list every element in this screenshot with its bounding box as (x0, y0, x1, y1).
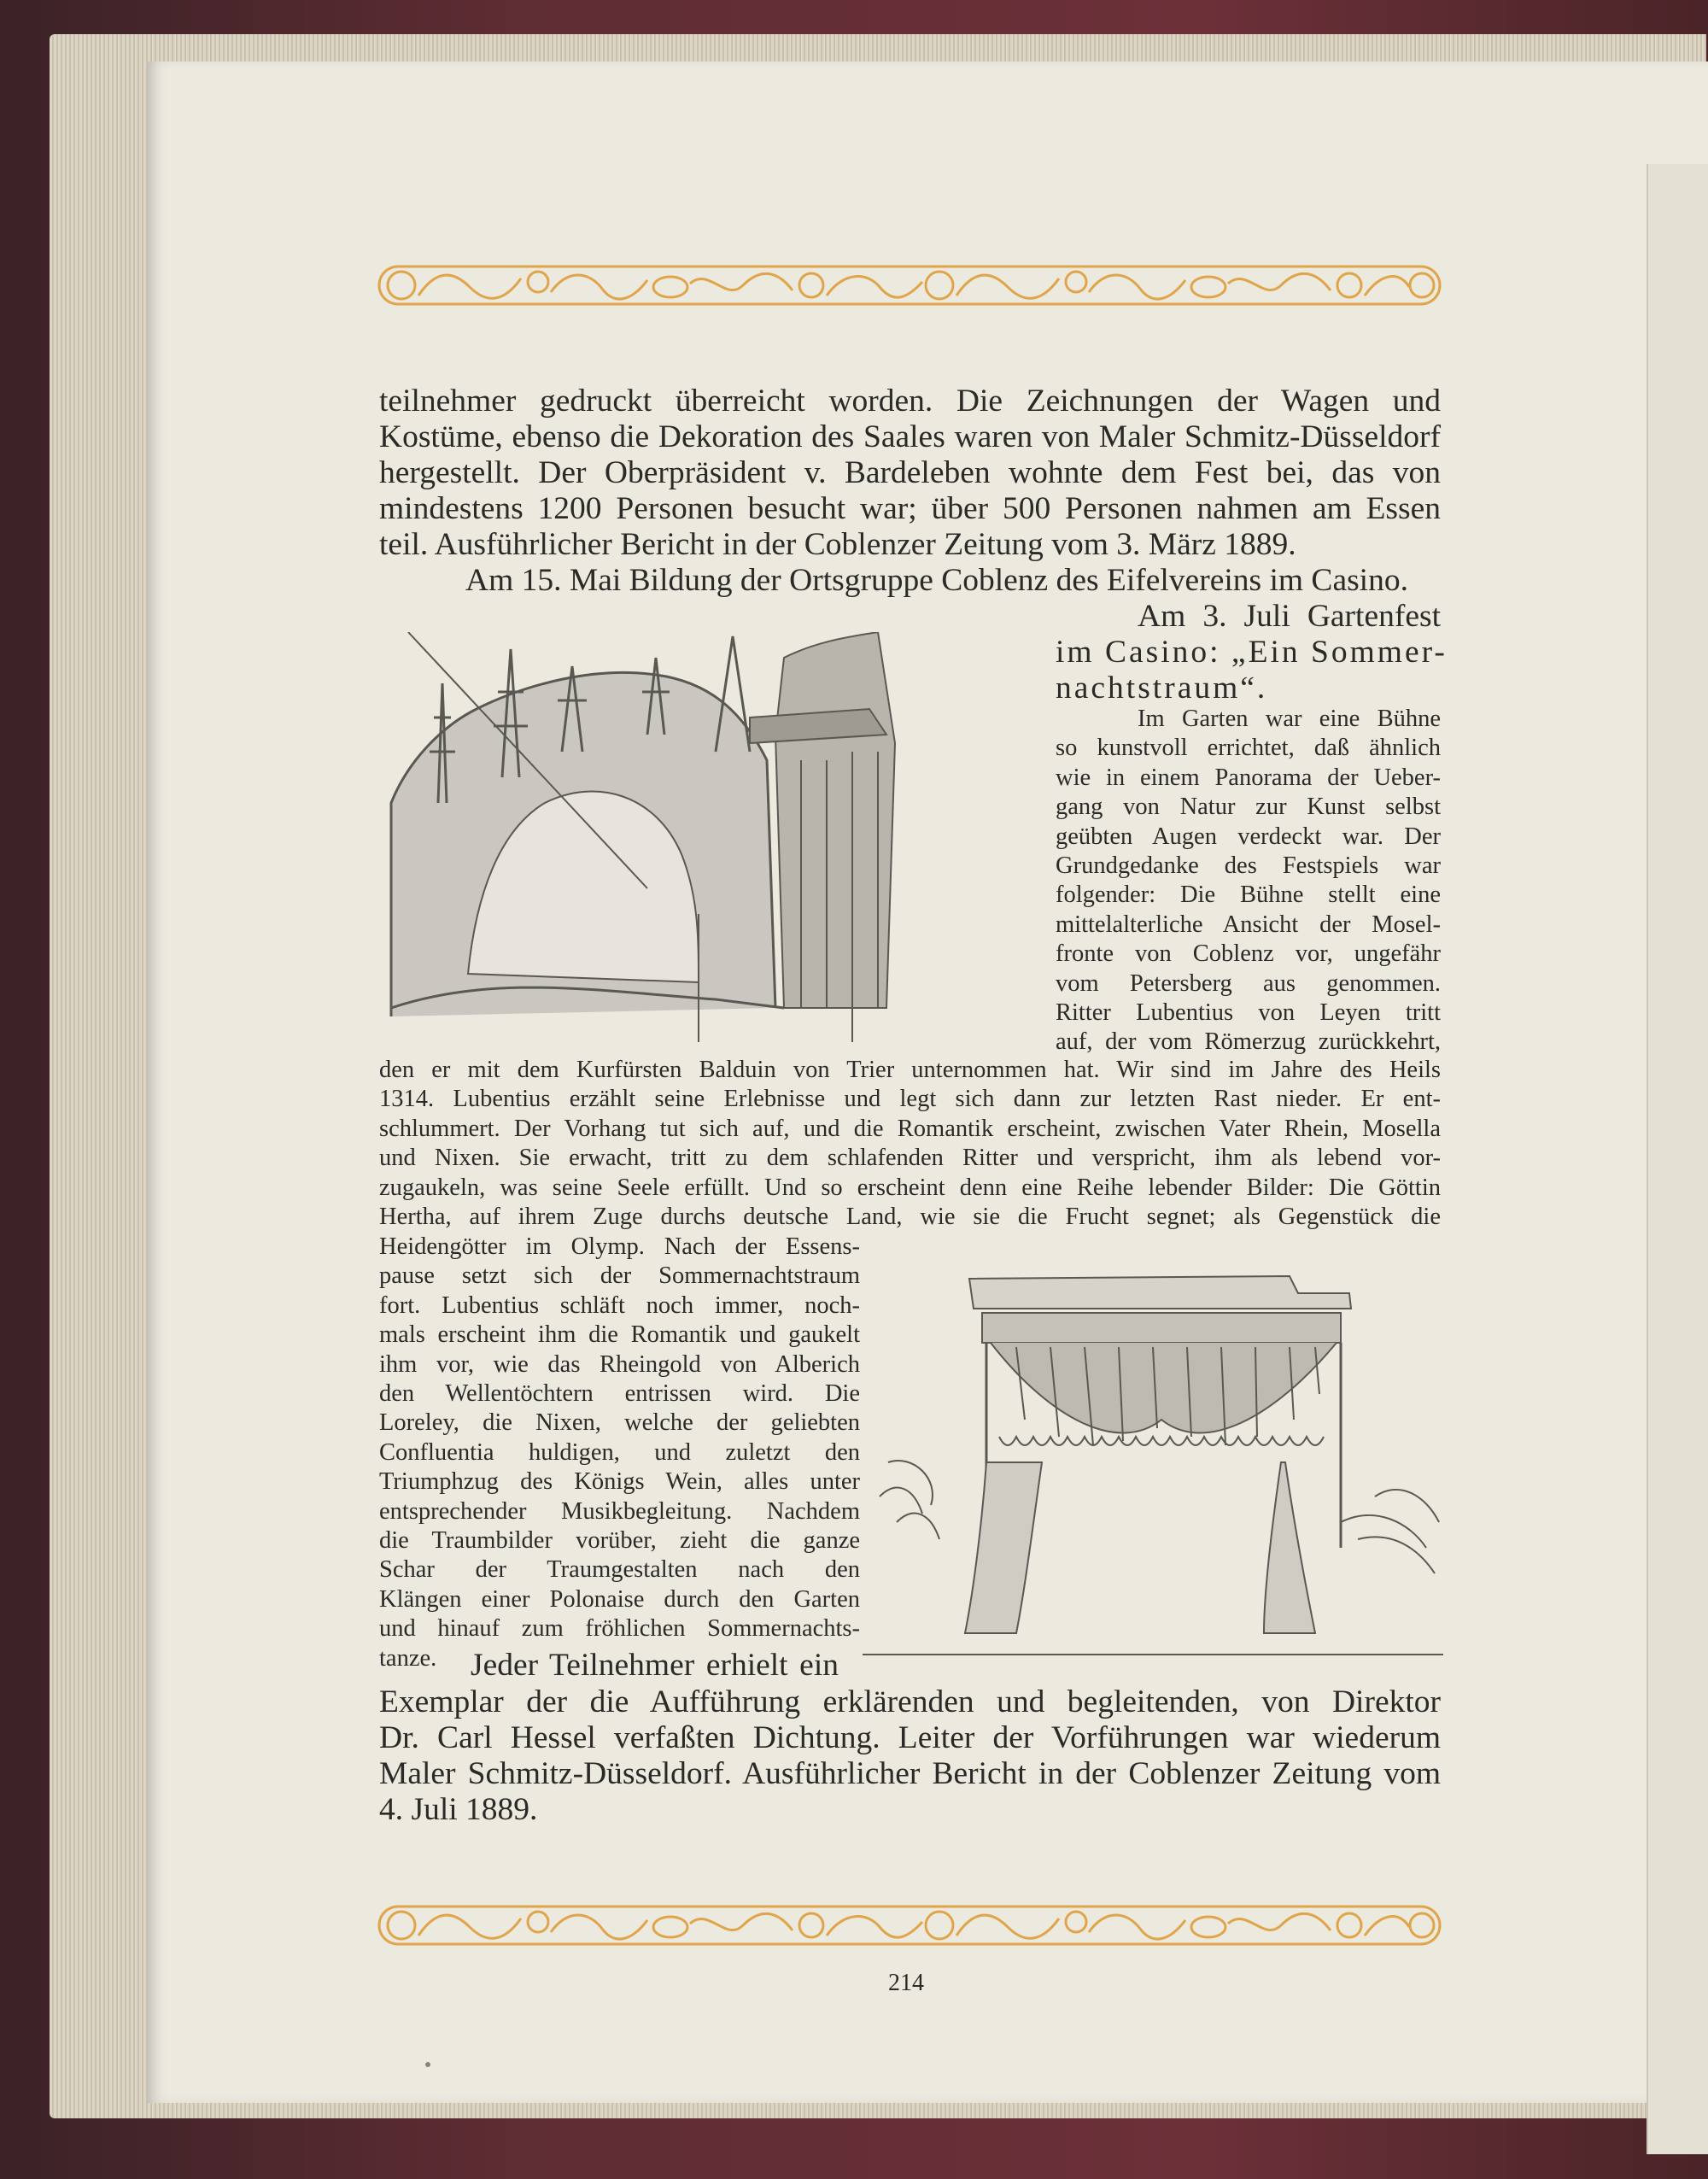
paper-speck (425, 2062, 430, 2067)
text-line: und Nixen. Sie erwacht, tritt zu dem schlafenden Ritter und verspricht, ihm als lebend vor- (379, 1145, 1441, 1172)
next-page-strip (1647, 164, 1708, 2154)
paragraph-may (465, 563, 1441, 599)
text-line: vom Petersberg aus genommen. (1056, 969, 1441, 997)
page-number: 214 (888, 1970, 924, 1996)
bottom-ornament-border (376, 1901, 1443, 1949)
paragraph-festspiel-left-column (379, 1233, 860, 1673)
ornament-vine-top (376, 261, 1443, 309)
text-line: Im Garten war eine Bühne (1138, 706, 1441, 732)
text-line: Am 3. Juli Gartenfest (1138, 599, 1441, 634)
text-line: teil. Ausführlicher Bericht in der Coblenzer Zeitung vom 3. März 1889. (379, 527, 1296, 562)
curtain-drawing (863, 1266, 1443, 1662)
text-line: geübten Augen verdeckt war. Der (1056, 823, 1441, 850)
text-line: entsprechender Musikbegleitung. Nachdem (379, 1497, 860, 1525)
text-line: gang von Natur zur Kunst selbst (1056, 794, 1441, 821)
text-line: teilnehmer gedruckt überreicht worden. Die Zeichnungen der Wagen und (379, 384, 1441, 419)
text-line: schlummert. Der Vorhang tut sich auf, und die Romantik erscheint, zwischen Vater Rhein, Mosella (379, 1115, 1441, 1142)
text-line: mindestens 1200 Personen besucht war; über 500 Personen nahmen am Essen (379, 491, 1441, 526)
text-line: auf, der vom Römerzug zurückkehrt, (1056, 1028, 1441, 1056)
text-line: fronte von Coblenz vor, ungefähr (1056, 940, 1441, 968)
text-line: mals erscheint ihm die Romantik und gaukelt (379, 1321, 860, 1349)
text-line: Kostüme, ebenso die Dekoration des Saales waren von Maler Schmitz-Düsseldorf (379, 419, 1441, 454)
text-line: Am 15. Mai Bildung der Ortsgruppe Coblenz des Eifelvereins im Casino. (465, 563, 1408, 598)
stage-curtain-illustration (863, 1266, 1443, 1662)
paragraph-continuation (379, 384, 1441, 563)
text-line: zugaukeln, was seine Seele erfüllt. Und so erscheint denn eine Reihe lebender Bilder: Die Göttin (379, 1174, 1441, 1201)
ornament-vine-bottom (376, 1901, 1443, 1949)
text-line: die Traumbilder vorüber, zieht die ganze (379, 1527, 860, 1555)
text-line: Grundgedanke des Festspiels war (1056, 852, 1441, 880)
text-line: und hinauf zum fröhlichen Sommernachts- (379, 1615, 860, 1643)
text-line: Schar der Traumgestalten nach den (379, 1556, 860, 1584)
text-line: Confluentia huldigen, und zuletzt den (379, 1438, 860, 1466)
text-line: Exemplar der die Aufführung erklärenden und begleitenden, von Direktor (379, 1684, 1441, 1719)
text-line: den Wellentöchtern entrissen wird. Die (379, 1380, 860, 1408)
text-line: Jeder Teilnehmer erhielt ein (471, 1648, 839, 1683)
text-line: den er mit dem Kurfürsten Balduin von Trier unternommen hat. Wir sind im Jahre des Heils (379, 1057, 1441, 1083)
grotto-drawing (374, 632, 996, 1042)
text-line: tanze. (379, 1644, 437, 1672)
text-line: mittelalterliche Ansicht der Mosel- (1056, 911, 1441, 938)
paragraph-festspiel-right-column (1056, 705, 1441, 1057)
text-line: Loreley, die Nixen, welche der geliebten (379, 1409, 860, 1437)
closing-first-line (471, 1648, 839, 1684)
text-line: Heidengötter im Olymp. Nach der Essens- (379, 1233, 860, 1260)
text-line: Ritter Lubentius von Leyen tritt (1056, 999, 1441, 1027)
text-line: folgender: Die Bühne stellt eine (1056, 882, 1441, 909)
text-line: Klängen einer Polonaise durch den Garten (379, 1585, 860, 1613)
paragraph-july-heading (1056, 599, 1448, 706)
text-line: hergestellt. Der Oberpräsident v. Bardeleben wohnte dem Fest bei, das von (379, 455, 1441, 490)
text-line: Maler Schmitz-Düsseldorf. Ausführlicher Bericht in der Coblenzer Zeitung vom (379, 1756, 1441, 1791)
text-line: ihm vor, wie das Rheingold von Alberich (379, 1350, 860, 1378)
stage-grotto-illustration (374, 632, 996, 1042)
text-line: Hertha, auf ihrem Zuge durchs deutsche Land, wie sie die Frucht segnet; als Gegenstück die (379, 1204, 1441, 1231)
text-line: Dr. Carl Hessel verfaßten Dichtung. Leiter der Vorführungen war wiederum (379, 1720, 1441, 1755)
text-line: wie in einem Panorama der Ueber- (1056, 764, 1441, 791)
text-line: 1314. Lubentius erzählt seine Erlebnisse und legt sich dann zur letzten Rast nieder. Er ent- (379, 1086, 1441, 1113)
text-line: pause setzt sich der Sommernachtstraum (379, 1262, 860, 1290)
top-ornament-border (376, 261, 1443, 309)
text-line: so kunstvoll errichtet, daß ähnlich (1056, 735, 1441, 762)
paragraph-closing (379, 1684, 1441, 1828)
text-line: fort. Lubentius schläft noch immer, noch- (379, 1292, 860, 1319)
text-line: Triumphzug des Königs Wein, alles unter (379, 1468, 860, 1496)
text-line: im Casino: „Ein Sommer- (1056, 635, 1448, 670)
paragraph-festspiel-full-width (379, 1056, 1441, 1232)
text-line: 4. Juli 1889. (379, 1792, 538, 1827)
text-line: nachtstraum“. (1056, 671, 1268, 706)
